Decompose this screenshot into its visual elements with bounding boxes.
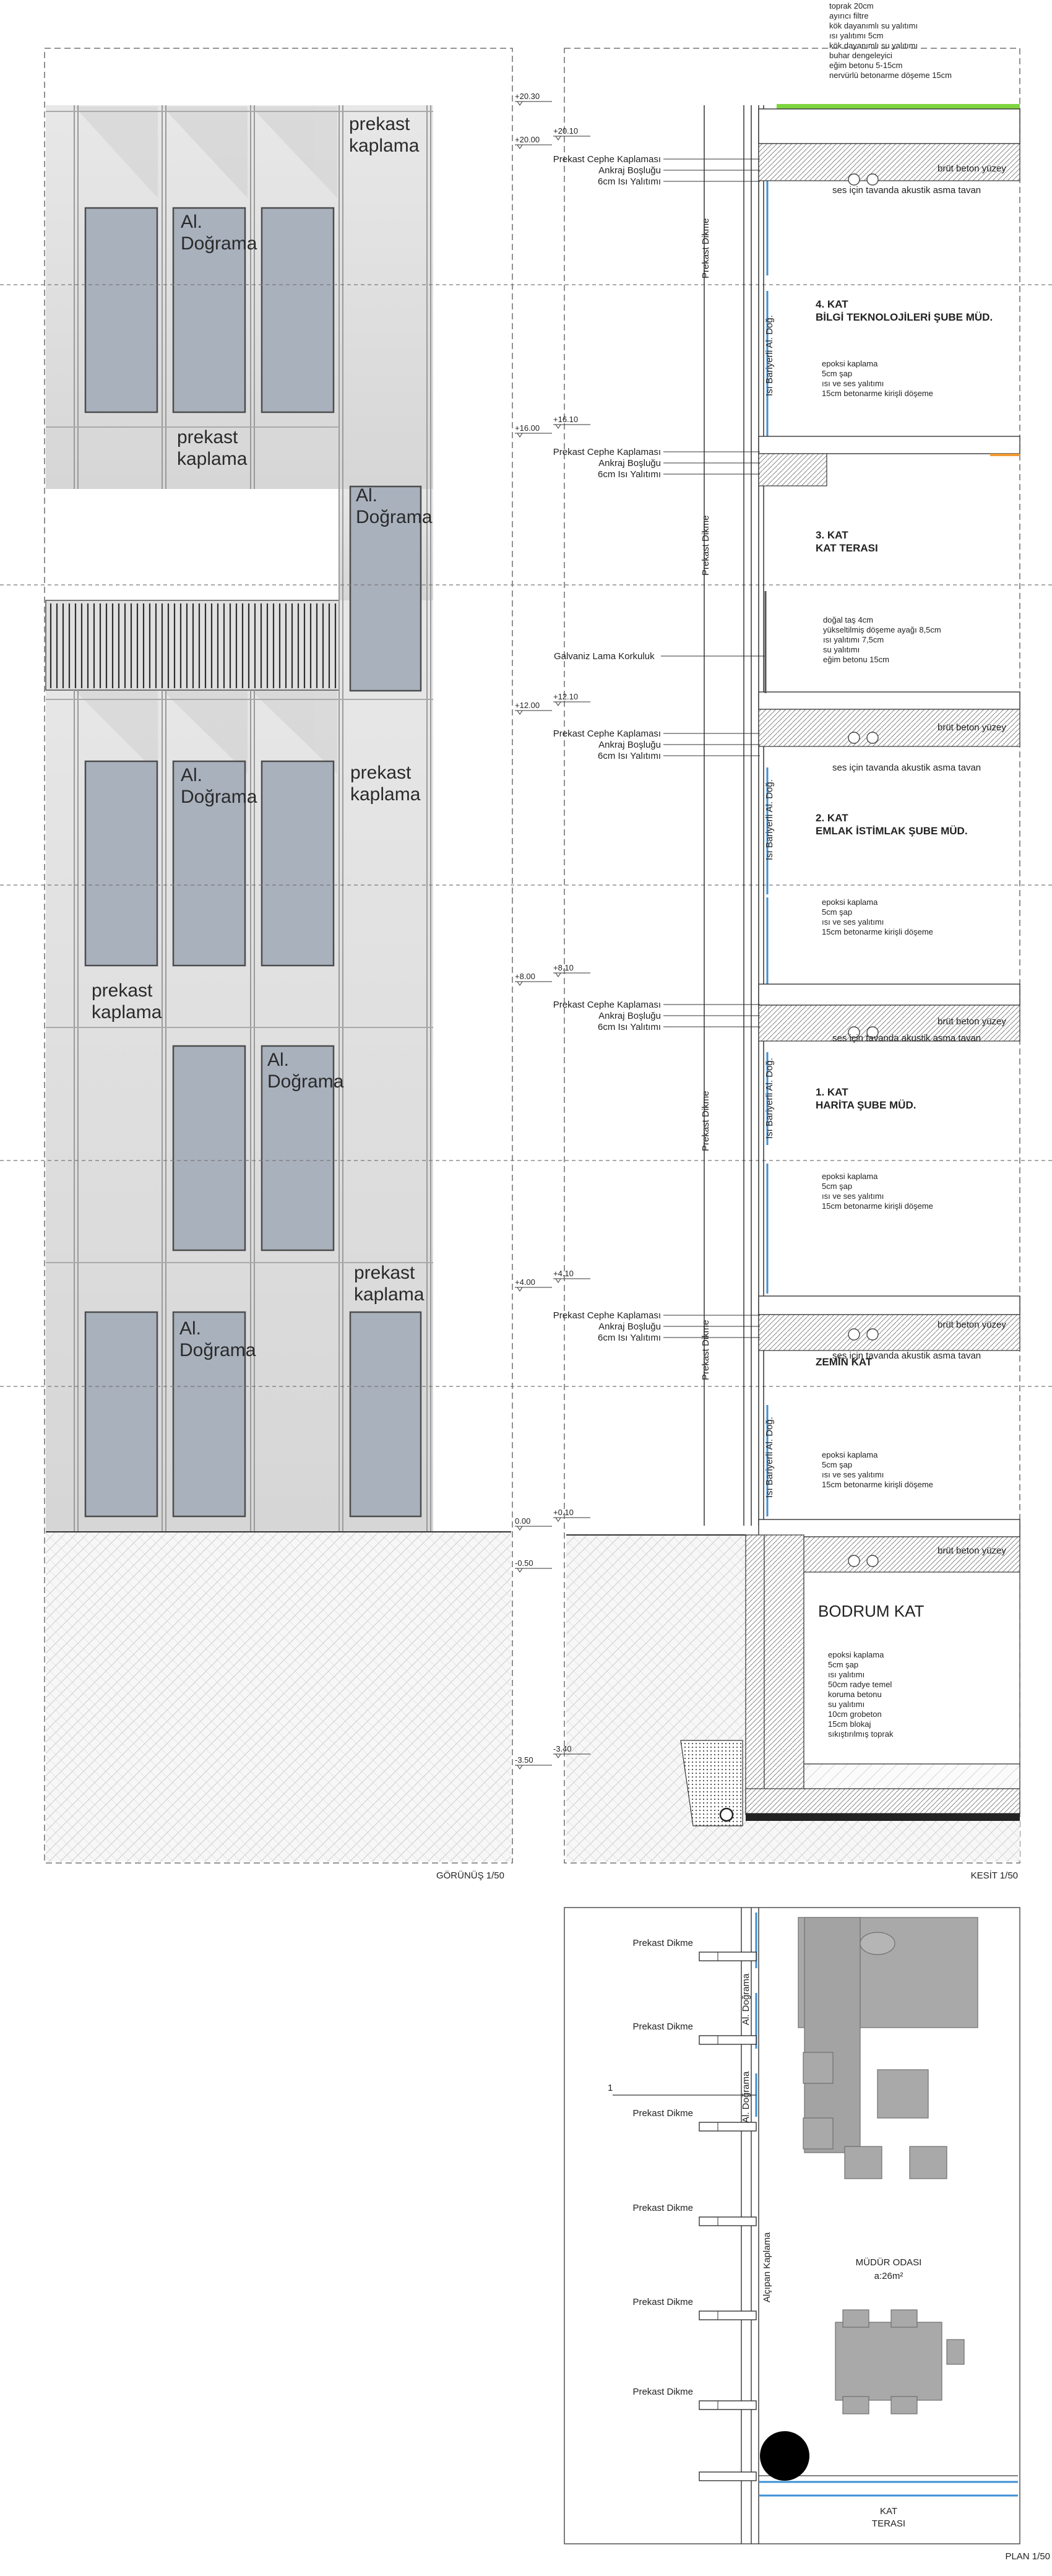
wall-callout-1-0: Prekast Cephe Kaplaması bbox=[553, 447, 661, 457]
plan-posts bbox=[632, 1938, 756, 2481]
section-scale-label: KESİT 1/50 bbox=[970, 1870, 1018, 1881]
section-marker: 1 bbox=[608, 2083, 613, 2093]
layer-stacks bbox=[822, 1, 952, 1739]
exposed-concrete-note-3: brüt beton yüzey bbox=[938, 1320, 1006, 1330]
floor4-layer-3: 15cm betonarme kirişli döşeme bbox=[822, 389, 933, 398]
precast-post-4 bbox=[699, 2311, 756, 2320]
terrace-label-2: TERASI bbox=[871, 2518, 906, 2529]
roof-layer-1: ayırıcı filtre bbox=[829, 11, 869, 20]
floor2-layer-0: epoksi kaplama bbox=[822, 897, 878, 907]
level-label-6: +12.00 bbox=[515, 701, 540, 710]
elevation-label-7: prekast bbox=[92, 980, 153, 1001]
elevation-label-5b: Doğrama bbox=[181, 787, 257, 807]
floor-4-subtitle: BİLGİ TEKNOLOJİLERİ ŞUBE MÜD. bbox=[816, 311, 993, 323]
precast-post-label-0: Prekast Dikme bbox=[632, 1938, 693, 1948]
plan-column-marker bbox=[760, 2431, 809, 2481]
precast-post-3 bbox=[699, 2217, 756, 2226]
wall-callout-0-1: Ankraj Boşluğu bbox=[598, 165, 661, 176]
exposed-concrete-note-0: brüt beton yüzey bbox=[938, 163, 1006, 174]
elevation-label-10: Al. bbox=[179, 1318, 202, 1339]
ceiling-note-3: ses için tavanda akustik asma tavan bbox=[832, 1351, 981, 1361]
room-area: a:26m² bbox=[874, 2271, 903, 2281]
level-label-0: +20.30 bbox=[515, 92, 540, 101]
elevation-label-4: Al. bbox=[356, 485, 378, 506]
floor-1-subtitle: HARİTA ŞUBE MÜD. bbox=[816, 1099, 916, 1111]
plan-view bbox=[564, 1908, 1050, 2562]
floor-0-title: ZEMİN KAT bbox=[816, 1356, 873, 1368]
section-view bbox=[515, 1, 1020, 1881]
elevation-ground bbox=[46, 1532, 511, 1862]
plan-cladding-label: Alçıpan Kaplama bbox=[762, 2232, 772, 2302]
elevation-view bbox=[45, 48, 512, 1881]
precast-post-end bbox=[699, 2472, 756, 2481]
elevation-label-6b: kaplama bbox=[350, 784, 421, 805]
terrace-layer-4: eğim betonu 15cm bbox=[823, 655, 889, 664]
elevation-scale-label: GÖRÜNÜŞ 1/50 bbox=[436, 1870, 504, 1881]
plan-window-label-2: Al. Doğrama bbox=[741, 2071, 751, 2123]
level-triangle bbox=[556, 136, 561, 140]
elevation-label-3: prekast bbox=[177, 427, 238, 447]
wall-callout-0-0: Prekast Cephe Kaplaması bbox=[553, 154, 661, 165]
level-triangle bbox=[517, 145, 522, 149]
wall-callout-2-2: 6cm Isı Yalıtımı bbox=[598, 751, 661, 761]
thermal-break-label-1: Isı Bariyerli Al. Doğ. bbox=[764, 315, 775, 396]
level-triangle bbox=[556, 1754, 561, 1758]
elevation-label-8: Al. bbox=[267, 1050, 290, 1070]
exposed-concrete-note-2: brüt beton yüzey bbox=[938, 1016, 1006, 1027]
precast-post-label-3: Prekast Dikme bbox=[701, 1091, 711, 1151]
level-triangle bbox=[556, 425, 561, 428]
railing-label: Galvaniz Lama Korkuluk bbox=[554, 651, 655, 662]
wall-callout-0-2: 6cm Isı Yalıtımı bbox=[598, 176, 661, 187]
floor1-layer-0: epoksi kaplama bbox=[822, 1172, 878, 1181]
precast-post-2 bbox=[699, 2122, 756, 2131]
elevation-label-7b: kaplama bbox=[92, 1002, 162, 1022]
floor0-layer-1: 5cm şap bbox=[822, 1460, 853, 1469]
floor-2-title: 2. KAT bbox=[816, 812, 848, 824]
exposed-concrete-note-4: brüt beton yüzey bbox=[938, 1545, 1006, 1556]
roof-layer-3: ısı yalıtımı 5cm bbox=[829, 31, 884, 40]
wall-callout-1-2: 6cm Isı Yalıtımı bbox=[598, 469, 661, 480]
floor4-layer-0: epoksi kaplama bbox=[822, 359, 878, 368]
wall-callout-2-0: Prekast Cephe Kaplaması bbox=[553, 728, 661, 739]
elevation-label-3b: kaplama bbox=[177, 449, 248, 469]
floor-4-title: 4. KAT bbox=[816, 298, 848, 310]
floor2-layer-1: 5cm şap bbox=[822, 907, 853, 917]
floor1-layer-1: 5cm şap bbox=[822, 1182, 853, 1191]
elevation-label-4b: Doğrama bbox=[356, 507, 433, 527]
level-label-9: +4.10 bbox=[553, 1269, 574, 1278]
railing-bars bbox=[51, 603, 335, 688]
roof-layer-2: kök dayanımlı su yalıtımı bbox=[829, 21, 918, 30]
precast-post-5 bbox=[699, 2401, 756, 2410]
level-label-14: -3.40 bbox=[553, 1744, 572, 1753]
level-label-10: +4.00 bbox=[515, 1277, 535, 1287]
level-triangle bbox=[556, 1279, 561, 1282]
basement-layer-6: 10cm grobeton bbox=[828, 1709, 882, 1719]
wall-callout-4-0: Prekast Cephe Kaplaması bbox=[553, 1310, 661, 1321]
level-triangle bbox=[556, 702, 561, 706]
elevation-label-5: Al. bbox=[181, 765, 203, 785]
level-triangle bbox=[517, 102, 522, 105]
elevation-label-2b: Doğrama bbox=[181, 233, 257, 254]
level-triangle bbox=[517, 711, 522, 714]
green-roof bbox=[777, 104, 1020, 109]
level-label-5: +12.10 bbox=[553, 692, 579, 701]
roof-layer-7: nervürlü betonarme döşeme 15cm bbox=[829, 71, 952, 80]
floor0-layer-3: 15cm betonarme kirişli döşeme bbox=[822, 1480, 933, 1489]
level-label-2: +20.00 bbox=[515, 135, 540, 144]
level-triangle bbox=[517, 982, 522, 985]
thermal-break-label-2: Isı Bariyerli Al. Doğ. bbox=[764, 779, 775, 860]
elevation-label-9: prekast bbox=[354, 1263, 415, 1283]
section-wall bbox=[704, 105, 764, 1526]
terrace-layer-3: su yalıtımı bbox=[823, 645, 860, 654]
wall-callouts bbox=[553, 154, 760, 1343]
wall-callout-3-2: 6cm Isı Yalıtımı bbox=[598, 1022, 661, 1032]
level-label-7: +8.10 bbox=[553, 963, 574, 972]
level-label-15: -3.50 bbox=[515, 1755, 533, 1765]
ceiling-note-1: ses için tavanda akustik asma tavan bbox=[832, 763, 981, 773]
basement-layer-1: 5cm şap bbox=[828, 1660, 859, 1669]
level-triangle bbox=[517, 1765, 522, 1769]
basement-title: BODRUM KAT bbox=[818, 1602, 925, 1620]
precast-post-label-5: Prekast Dikme bbox=[632, 2387, 693, 2397]
floor0-layer-0: epoksi kaplama bbox=[822, 1450, 878, 1459]
wall-callout-4-2: 6cm Isı Yalıtımı bbox=[598, 1333, 661, 1343]
elevation-label-1: prekast bbox=[349, 114, 410, 134]
level-label-11: +0.10 bbox=[553, 1508, 574, 1517]
floor-2-subtitle: EMLAK İSTİMLAK ŞUBE MÜD. bbox=[816, 825, 968, 837]
elevation-label-9b: kaplama bbox=[354, 1284, 425, 1305]
floor-3-title: 3. KAT bbox=[816, 529, 848, 541]
precast-post-label-3: Prekast Dikme bbox=[632, 2203, 693, 2213]
exposed-concrete-note-1: brüt beton yüzey bbox=[938, 722, 1006, 733]
elevation-label-10b: Doğrama bbox=[179, 1340, 256, 1360]
precast-post-label-2: Prekast Dikme bbox=[632, 2108, 693, 2119]
floor1-layer-2: ısı ve ses yalıtımı bbox=[822, 1191, 884, 1201]
floor4-layer-2: ısı ve ses yalıtımı bbox=[822, 379, 884, 388]
precast-post-label-4: Prekast Dikme bbox=[632, 2297, 693, 2307]
ceiling-note-2: ses için tavanda akustik asma tavan bbox=[832, 1033, 981, 1044]
floor2-layer-2: ısı ve ses yalıtımı bbox=[822, 917, 884, 927]
basement-layer-4: koruma betonu bbox=[828, 1690, 882, 1699]
plan-furniture bbox=[798, 1917, 978, 2414]
wall-callout-1-1: Ankraj Boşluğu bbox=[598, 458, 661, 469]
level-triangle bbox=[517, 1526, 522, 1530]
thermal-break-label-3: Isı Bariyerli Al. Doğ. bbox=[764, 1058, 775, 1139]
roof-layer-0: toprak 20cm bbox=[829, 1, 874, 11]
floor-1-title: 1. KAT bbox=[816, 1086, 848, 1098]
basement-layer-8: sıkıştırılmış toprak bbox=[828, 1729, 894, 1739]
wall-callout-2-1: Ankraj Boşluğu bbox=[598, 740, 661, 750]
terrace-layer-1: yükseltilmiş döşeme ayağı 8,5cm bbox=[823, 625, 941, 634]
elevation-label-8b: Doğrama bbox=[267, 1071, 344, 1092]
plan-scale-label: PLAN 1/50 bbox=[1005, 2551, 1050, 2562]
basement-layer-0: epoksi kaplama bbox=[828, 1650, 884, 1659]
level-triangle bbox=[517, 1568, 522, 1572]
wall-callout-3-1: Ankraj Boşluğu bbox=[598, 1011, 661, 1021]
floor-names bbox=[816, 298, 993, 1620]
elevation-label-6: prekast bbox=[350, 763, 412, 783]
roof-layer-4: kök dayanımlı su yalıtımı bbox=[829, 41, 918, 50]
terrace-label-1: KAT bbox=[879, 2506, 898, 2517]
basement-layer-5: su yalıtımı bbox=[828, 1700, 865, 1709]
precast-post-label-1: Prekast Dikme bbox=[632, 2021, 693, 2032]
level-label-8: +8.00 bbox=[515, 972, 535, 981]
level-triangle bbox=[556, 1518, 561, 1521]
precast-post-0 bbox=[699, 1952, 756, 1961]
precast-post-label-4: Prekast Dikme bbox=[701, 1320, 711, 1380]
floor-3-subtitle: KAT TERASI bbox=[816, 542, 878, 554]
level-triangle bbox=[556, 973, 561, 977]
roof-layer-5: buhar dengeleyici bbox=[829, 51, 892, 60]
basement-layer-7: 15cm blokaj bbox=[828, 1719, 871, 1729]
room-name: MÜDÜR ODASI bbox=[855, 2257, 922, 2268]
level-label-4: +16.00 bbox=[515, 423, 540, 433]
basement-layer-2: ısı yalıtımı bbox=[828, 1670, 865, 1679]
level-label-13: -0.50 bbox=[515, 1558, 533, 1568]
wall-callout-3-0: Prekast Cephe Kaplaması bbox=[553, 1000, 661, 1010]
elevation-label-1b: kaplama bbox=[349, 136, 420, 156]
level-triangle bbox=[517, 433, 522, 437]
precast-post-1 bbox=[699, 2036, 756, 2044]
basement-assembly bbox=[566, 1535, 1020, 1862]
elevation-label-2: Al. bbox=[181, 212, 203, 232]
floor0-layer-2: ısı ve ses yalıtımı bbox=[822, 1470, 884, 1479]
level-label-12: 0.00 bbox=[515, 1516, 531, 1526]
plan-window-label-1: Al. Doğrama bbox=[741, 1973, 751, 2025]
ceiling-note-0: ses için tavanda akustik asma tavan bbox=[832, 185, 981, 196]
wall-callout-4-1: Ankraj Boşluğu bbox=[598, 1321, 661, 1332]
level-label-1: +20.10 bbox=[553, 126, 579, 136]
precast-post-label-2: Prekast Dikme bbox=[701, 515, 711, 576]
floor1-layer-3: 15cm betonarme kirişli döşeme bbox=[822, 1201, 933, 1211]
level-marks bbox=[515, 92, 590, 1769]
floor2-layer-3: 15cm betonarme kirişli döşeme bbox=[822, 927, 933, 936]
level-label-3: +16.10 bbox=[553, 415, 579, 424]
thermal-break-label-4: Isı Bariyerli Al. Doğ. bbox=[764, 1417, 775, 1498]
terrace-layer-2: ısı yalıtımı 7,5cm bbox=[823, 635, 884, 644]
terrace-layer-0: doğal taş 4cm bbox=[823, 615, 873, 625]
level-triangle bbox=[517, 1287, 522, 1291]
basement-layer-3: 50cm radye temel bbox=[828, 1680, 892, 1689]
roof-layer-6: eğim betonu 5-15cm bbox=[829, 61, 903, 70]
precast-post-label-1: Prekast Dikme bbox=[701, 218, 711, 279]
floor4-layer-1: 5cm şap bbox=[822, 369, 853, 378]
